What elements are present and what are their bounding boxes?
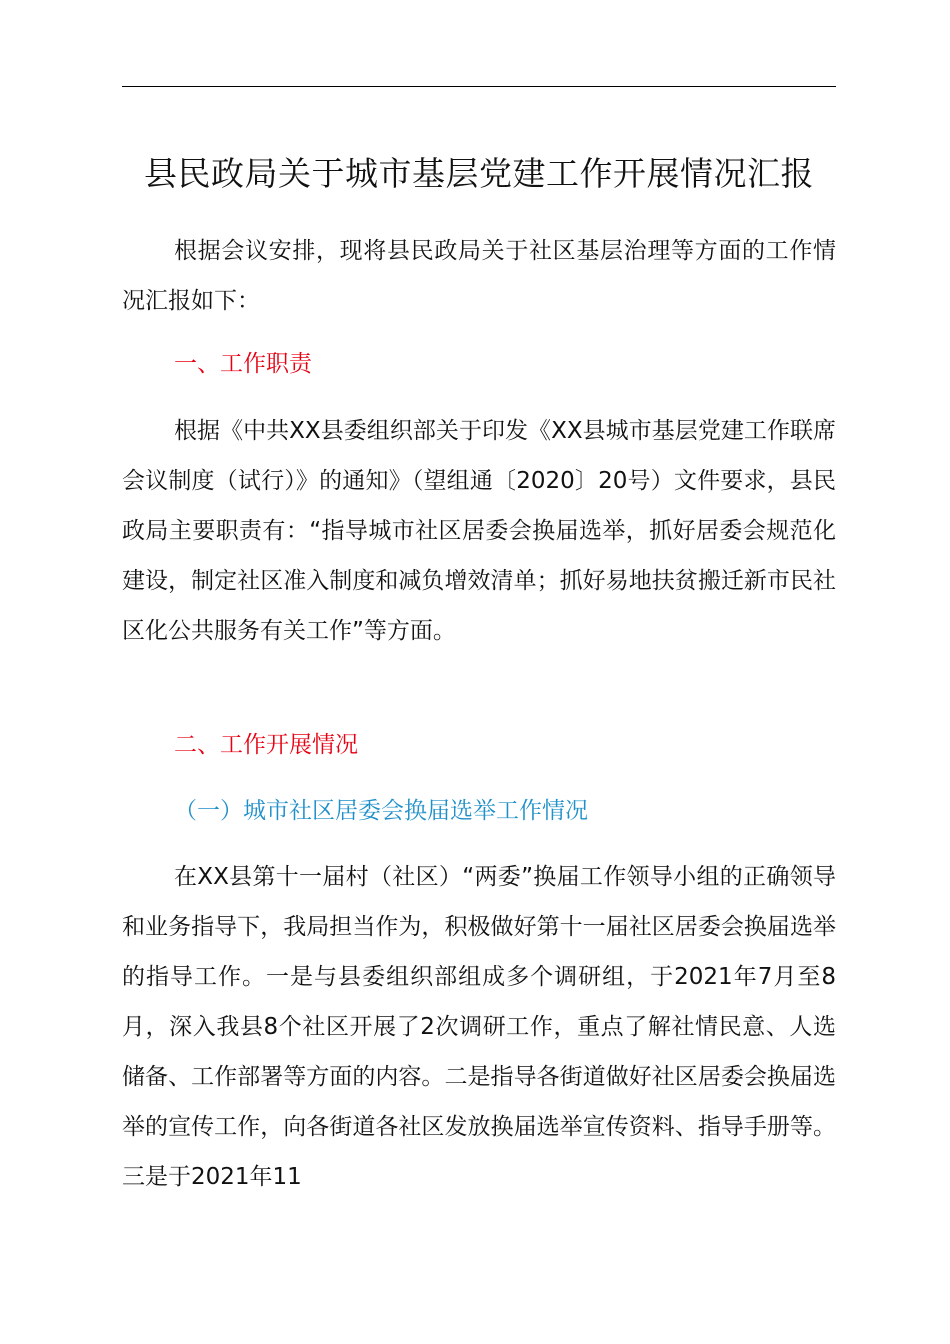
header-rule xyxy=(122,86,836,87)
election-paragraph: 在XX县第十一届村（社区）“两委”换届工作领导小组的正确领导和业务指导下，我局担当作为，积极做好第十一届社区居委会换届选举的指导工作。一是与县委组织部组成多个调研组，于2021年7月至8月，深入我县8个社区开展了2次调研工作，重点了解社情民意、人选储备、工作部署等方面的内容。二是指导各街道做好社区居委会换届选举的宣传工作，向各街道各社区发放换届选举宣传资料、指导手册等。三是于2021年11 xyxy=(122,864,836,1190)
subsection-heading-election: （一）城市社区居委会换届选举工作情况 xyxy=(174,798,588,824)
section-heading-progress: 二、工作开展情况 xyxy=(174,732,358,758)
duties-paragraph: 根据《中共XX县委组织部关于印发《XX县城市基层党建工作联席会议制度（试行）》的通知》（望组通〔2020〕20号）文件要求，县民政局主要职责有：“指导城市社区居委会换届选举，抓好居委会规范化建设，制定社区准入制度和减负增效清单；抓好易地扶贫搬迁新市民社区化公共服务有关工作”等方面。 xyxy=(122,418,836,644)
intro-paragraph: 根据会议安排，现将县民政局关于社区基层治理等方面的工作情况汇报如下： xyxy=(122,238,836,314)
section-heading-duties: 一、工作职责 xyxy=(174,351,312,377)
document-title: 县民政局关于城市基层党建工作开展情况汇报 xyxy=(144,154,814,193)
